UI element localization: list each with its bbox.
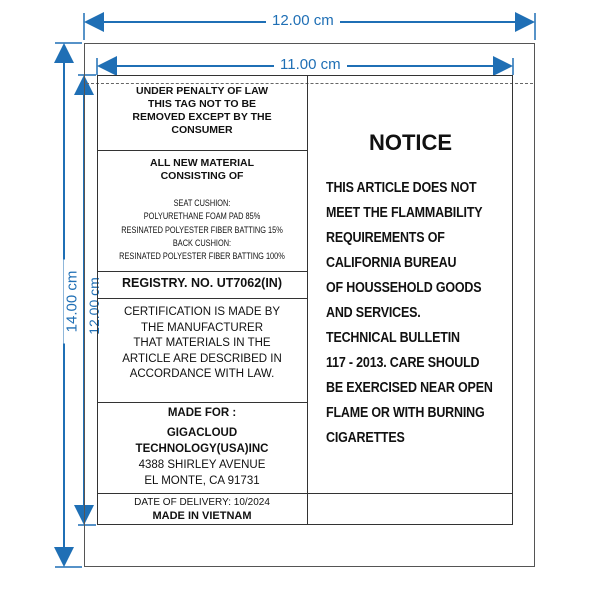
address-line: EL MONTE, CA 91731 <box>144 475 260 487</box>
certification-line: THAT MATERIALS IN THE <box>133 337 271 349</box>
country-of-origin: MADE IN VIETNAM <box>152 510 252 522</box>
notice-line: 117 - 2013. CARE SHOULD <box>326 355 480 371</box>
divider <box>97 402 307 403</box>
penalty-warning <box>97 85 307 137</box>
company-line: GIGACLOUD <box>166 427 238 439</box>
material-line: BACK CUSHION: <box>172 237 232 248</box>
notice-line: BE EXERCISED NEAR OPEN <box>326 380 493 396</box>
divider <box>97 150 307 151</box>
company-address <box>97 457 307 489</box>
penalty-line: THIS TAG NOT TO BE <box>147 98 257 110</box>
notice-line: OF HOUSSEHOLD GOODS <box>326 280 482 296</box>
outer-width-label: 12.00 cm <box>266 12 340 29</box>
certification-line: ARTICLE ARE DESCRIBED IN <box>122 352 282 365</box>
outer-height-label: 14.00 cm <box>64 260 81 344</box>
material-line: RESINATED POLYESTER FIBER BATTING 15% <box>121 224 283 235</box>
material-line: SEAT CUSHION: <box>173 198 231 208</box>
material-heading-line: CONSISTING OF <box>160 170 244 182</box>
certification-line: CERTIFICATION IS MADE BY <box>123 306 281 318</box>
certification-statement <box>97 305 307 383</box>
notice-line: CALIFORNIA BUREAU <box>326 255 457 271</box>
notice-line: FLAME OR WITH BURNING <box>326 405 485 421</box>
penalty-line: CONSUMER <box>171 124 233 136</box>
divider <box>97 493 513 494</box>
notice-line: REQUIREMENTS OF <box>326 230 445 246</box>
inner-height-label: 12.00 cm <box>86 264 102 348</box>
notice-line: CIGARETTES <box>326 430 405 446</box>
notice-body <box>326 176 520 451</box>
delivery-date: DATE OF DELIVERY: 10/2024 <box>134 497 270 508</box>
certification-line: THE MANUFACTURER <box>140 321 264 334</box>
registry-number: REGISTRY. NO. UT7062(IN) <box>122 276 282 290</box>
company-name <box>97 425 307 457</box>
certification-line: ACCORDANCE WITH LAW. <box>129 368 275 380</box>
company-line: TECHNOLOGY(USA)INC <box>135 443 269 455</box>
inner-width-label: 11.00 cm <box>274 56 347 73</box>
divider <box>97 298 307 299</box>
material-heading <box>97 157 307 183</box>
penalty-line: REMOVED EXCEPT BY THE <box>132 111 272 123</box>
notice-line: MEET THE FLAMMABILITY <box>326 205 483 221</box>
material-line: RESINATED POLYESTER FIBER BATTING 100% <box>119 251 285 262</box>
material-line: POLYURETHANE FOAM PAD 85% <box>143 211 261 222</box>
material-heading-line: ALL NEW MATERIAL <box>149 157 254 169</box>
notice-title: NOTICE <box>368 130 453 155</box>
divider <box>97 271 307 272</box>
notice-line: THIS ARTICLE DOES NOT <box>326 180 477 196</box>
material-composition <box>116 197 288 263</box>
notice-line: TECHNICAL BULLETIN <box>326 330 460 346</box>
penalty-line: UNDER PENALTY OF LAW <box>135 85 269 97</box>
notice-line: AND SERVICES. <box>326 305 421 321</box>
made-for-heading: MADE FOR : <box>167 407 237 419</box>
address-line: 4388 SHIRLEY AVENUE <box>138 459 266 471</box>
